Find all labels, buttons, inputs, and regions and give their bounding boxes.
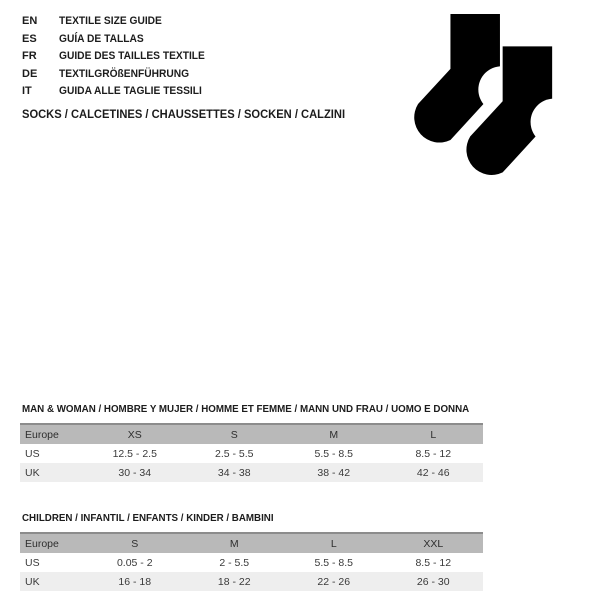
size-table-man-woman [20,402,483,482]
size-table [20,532,483,591]
column-header-region: Europe [25,428,59,441]
size-cell: 12.5 - 2.5 [112,447,157,460]
language-row [22,66,216,84]
language-row [22,13,216,31]
size-cell: 42 - 46 [416,466,450,479]
column-header-size: S [131,537,139,550]
sock-heel-cutout [531,99,578,146]
size-cell: 18 - 22 [217,575,251,588]
region-label: UK [25,466,40,479]
column-header-size: L [330,537,337,550]
column-header-size: XS [127,428,142,441]
column-header-size: L [430,428,437,441]
language-code: IT [22,85,32,97]
size-cell: 16 - 18 [118,575,152,588]
size-cell: 8.5 - 12 [415,447,452,460]
language-label: TEXTILGRÖßENFÜHRUNG [59,67,190,80]
size-cell: 5.5 - 8.5 [314,556,354,569]
region-label: US [25,556,40,569]
category-title: SOCKS / CALCETINES / CHAUSSETTES / SOCKEN / CALZINI [22,107,346,121]
table-title: MAN & WOMAN / HOMBRE Y MUJER / HOMME ET FEMME / MANN UND FRAU / UOMO E DONNA [22,403,470,415]
size-cell: 8.5 - 12 [415,556,452,569]
size-cell: 30 - 34 [118,466,152,479]
language-row [22,48,216,66]
socks-icon [398,14,583,185]
table-header-row [20,533,483,553]
language-label: GUIDE DES TAILLES TEXTILE [59,50,205,62]
language-label: GUIDA ALLE TAGLIE TESSILI [59,85,202,97]
language-code: FR [22,50,37,62]
size-cell: 34 - 38 [217,466,251,479]
region-label: UK [25,575,40,588]
column-header-size: M [329,428,339,441]
language-row [22,83,216,101]
table-row-uk [20,572,483,591]
region-label: US [25,447,40,460]
table-header-row [20,424,483,444]
language-label: TEXTILE SIZE GUIDE [59,15,162,27]
language-label: GUÍA DE TALLAS [59,32,144,45]
size-cell: 2 - 5.5 [219,556,250,569]
size-table [20,423,483,482]
table-row-us [20,553,483,572]
table-row-uk [20,463,483,482]
size-table-children [20,511,483,591]
table-row-us [20,444,483,463]
size-cell: 0.05 - 2 [116,556,153,569]
size-cell: 38 - 42 [317,466,351,479]
size-cell: 5.5 - 8.5 [314,447,354,460]
size-cell: 26 - 30 [416,575,450,588]
language-list [22,13,216,101]
column-header-size: M [229,537,239,550]
language-code: DE [22,67,38,80]
size-cell: 22 - 26 [317,575,351,588]
column-header-size: XXL [423,537,444,550]
size-cell: 2.5 - 5.5 [214,447,254,460]
language-row [22,31,216,49]
language-code: EN [22,15,38,27]
column-header-size: S [230,428,238,441]
language-code: ES [22,32,37,45]
column-header-region: Europe [25,537,59,550]
table-title: CHILDREN / INFANTIL / ENFANTS / KINDER / BAMBINI [22,512,274,524]
